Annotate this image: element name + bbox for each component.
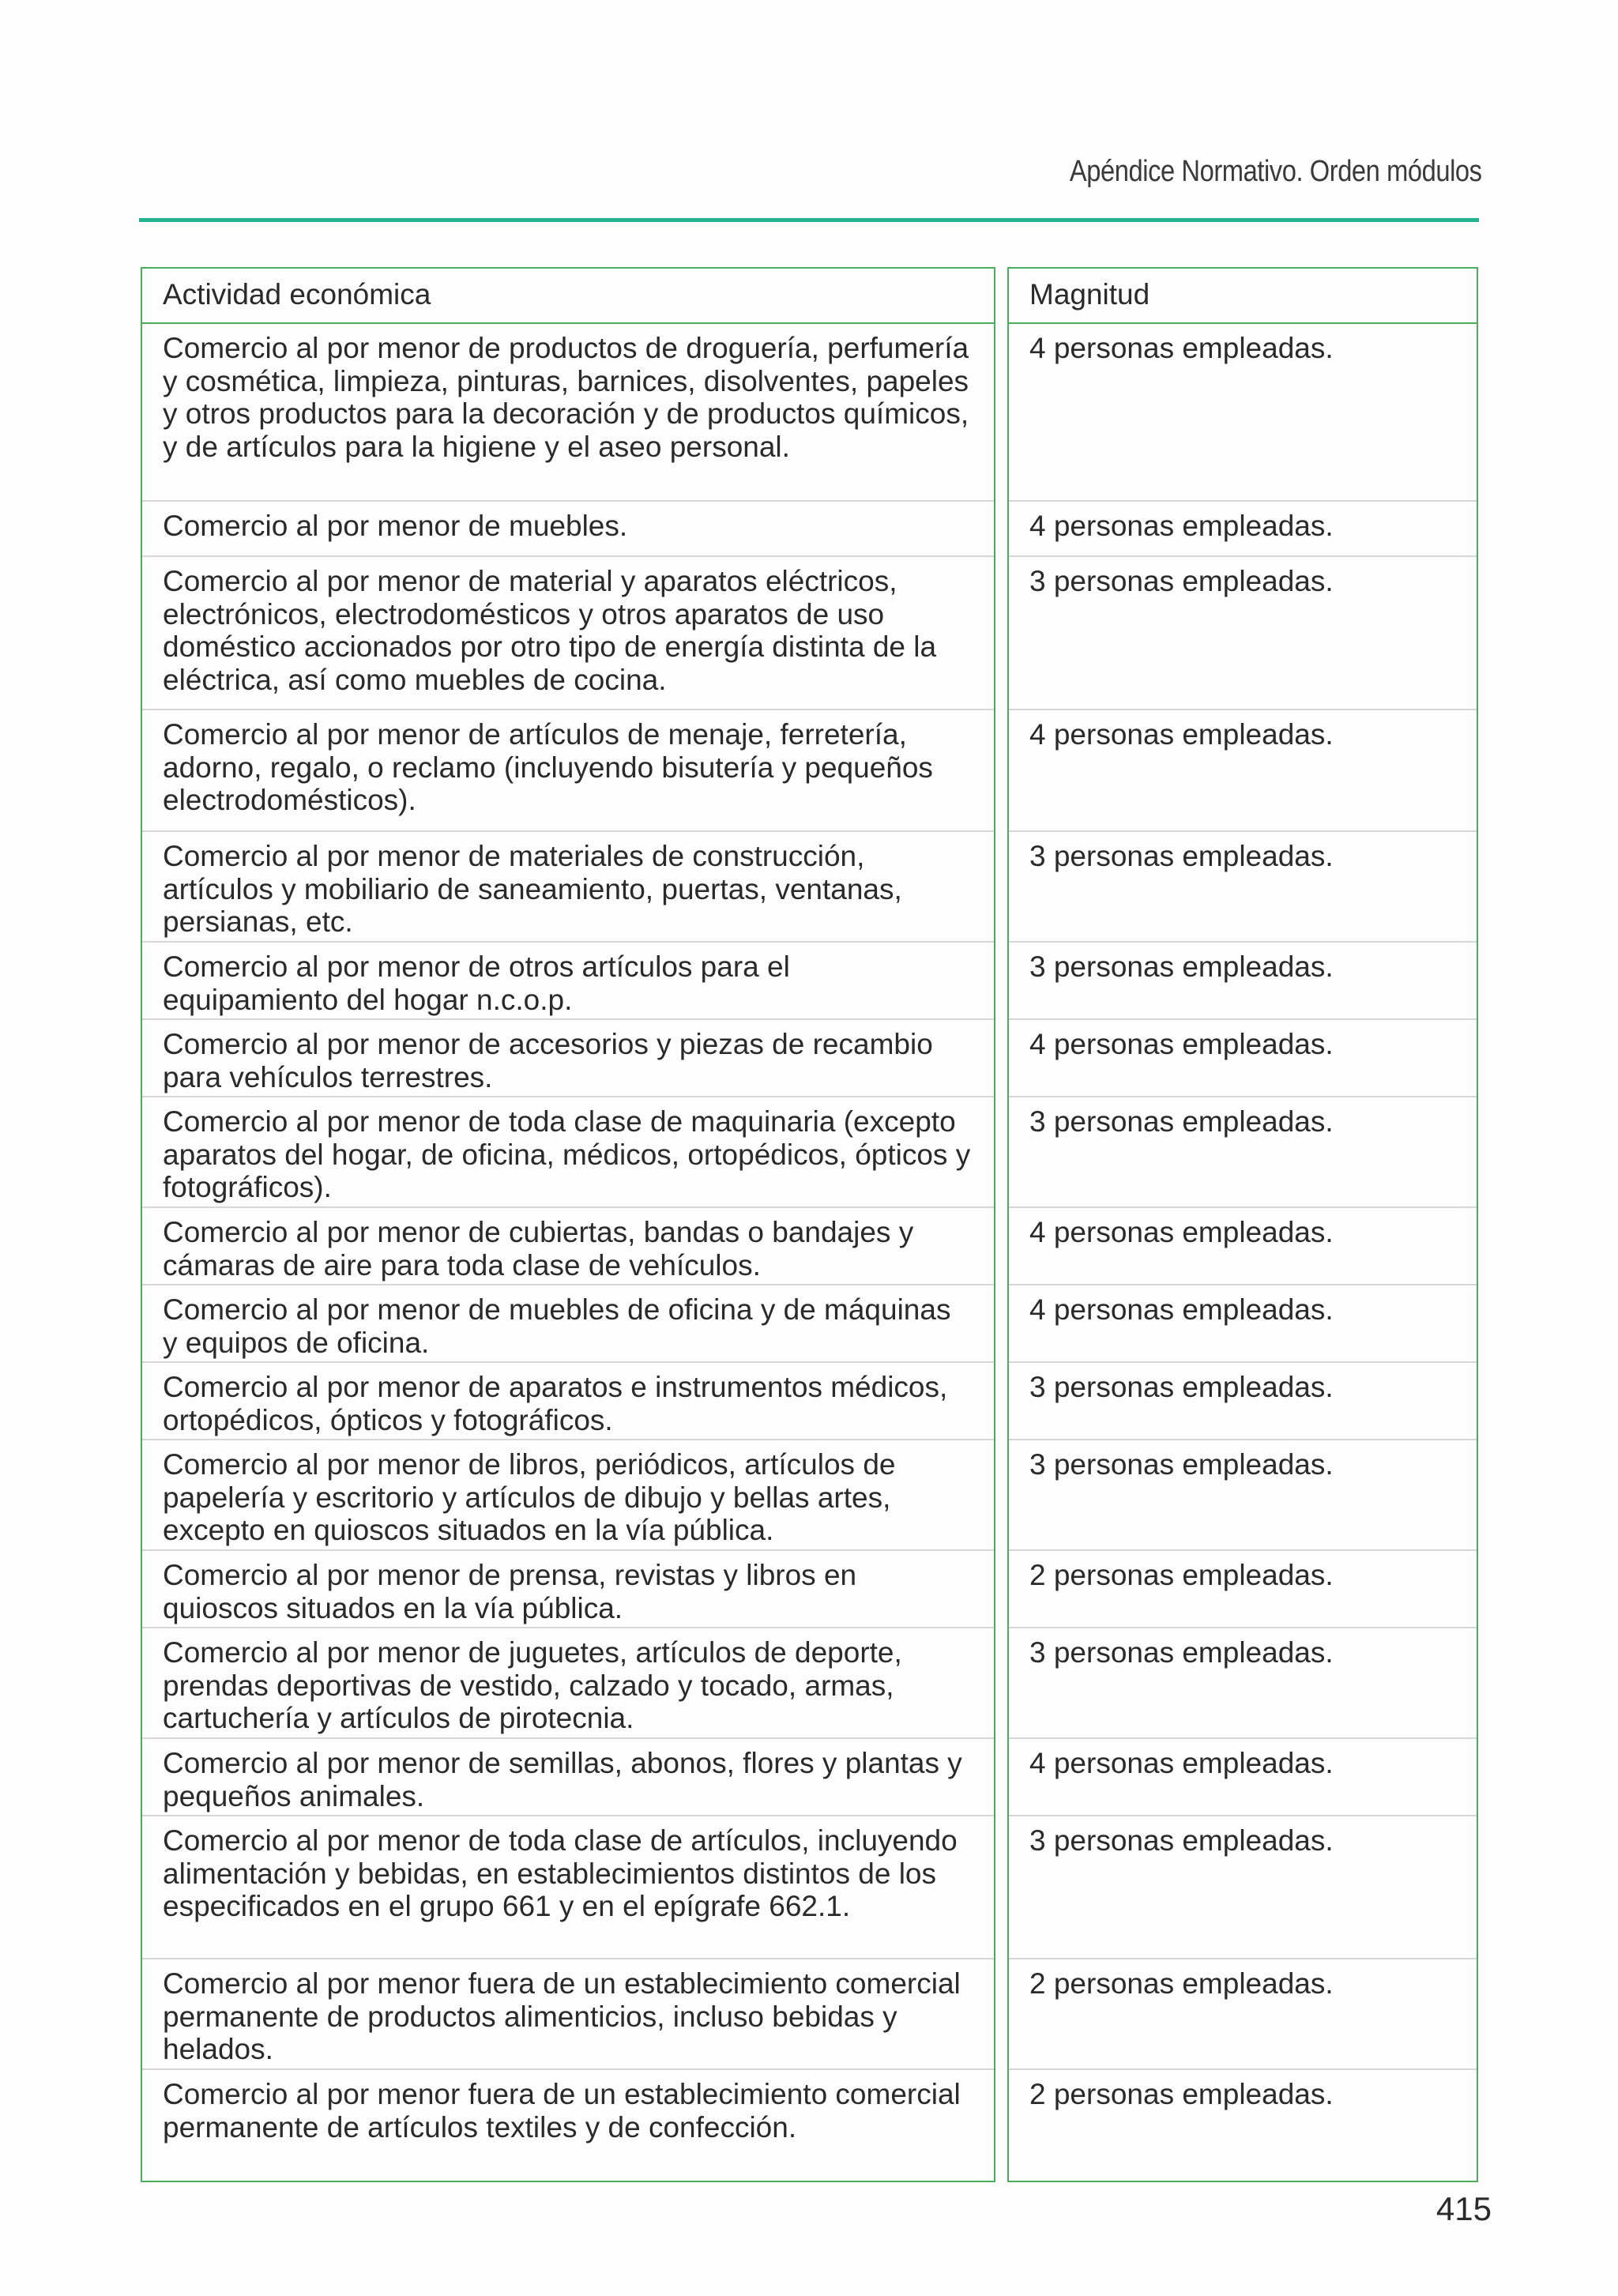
magnitude-cell: 3 personas empleadas.	[1009, 1363, 1477, 1440]
column-header-magnitude: Magnitud	[1009, 269, 1477, 324]
activity-cell: Comercio al por menor de muebles de oficina y de máquinas y equipos de oficina.	[142, 1285, 994, 1363]
magnitude-column	[1007, 267, 1478, 2182]
activity-cell: Comercio al por menor de libros, periódicos, artículos de papelería y escritorio y artículos de dibujo y bellas artes, excepto en quioscos situados en la vía pública.	[142, 1440, 994, 1551]
magnitude-cell: 2 personas empleadas.	[1029, 2078, 1334, 2110]
activity-cell: Comercio al por menor de semillas, abonos, flores y plantas y pequeños animales.	[142, 1739, 994, 1816]
magnitude-cell: 3 personas empleadas.	[1009, 1440, 1477, 1551]
activity-cell: Comercio al por menor de material y aparatos eléctricos, electrónicos, electrodomésticos y otros aparatos de uso doméstico accionados por otro tipo de energía distinta de la eléctrica, así como muebles de cocina.	[142, 557, 994, 710]
magnitude-cell: 2 personas empleadas.	[1009, 1959, 1477, 2070]
magnitude-cell: 4 personas empleadas.	[1009, 1285, 1477, 1363]
activity-cell: Comercio al por menor de materiales de construcción, artículos y mobiliario de saneamiento, puertas, ventanas, persianas, etc.	[142, 832, 994, 943]
column-header-activity: Actividad económica	[142, 269, 994, 324]
magnitude-cell: 4 personas empleadas.	[1009, 1739, 1477, 1816]
activity-cell: Comercio al por menor fuera de un establecimiento comercial permanente de productos alimenticios, incluso bebidas y helados.	[142, 1959, 994, 2070]
activity-cell: Comercio al por menor de cubiertas, bandas o bandajes y cámaras de aire para toda clase de vehículos.	[142, 1208, 994, 1285]
activity-cell: Comercio al por menor de artículos de menaje, ferretería, adorno, regalo, o reclamo (incluyendo bisutería y pequeños electrodomésticos).	[142, 710, 994, 832]
activity-cell: Comercio al por menor de otros artículos para el equipamiento del hogar n.c.o.p.	[142, 943, 994, 1020]
activity-cell: Comercio al por menor de aparatos e instrumentos médicos, ortopédicos, ópticos y fotográficos.	[142, 1363, 994, 1440]
magnitude-cell: 3 personas empleadas.	[1009, 943, 1477, 1020]
activity-cell: Comercio al por menor de toda clase de artículos, incluyendo alimentación y bebidas, en establecimientos distintos de los especificados en el grupo 661 y en el epígrafe 662.1.	[142, 1816, 994, 1959]
magnitude-cell: 4 personas empleadas.	[1009, 1020, 1477, 1097]
activity-cell: Comercio al por menor de toda clase de maquinaria (excepto aparatos del hogar, de oficina, médicos, ortopédicos, ópticos y fotográficos).	[142, 1097, 994, 1208]
magnitude-cell: 3 personas empleadas.	[1009, 1097, 1477, 1208]
activity-column	[141, 267, 995, 2182]
magnitude-cell: 3 personas empleadas.	[1009, 1628, 1477, 1739]
magnitude-cell: 4 personas empleadas.	[1009, 710, 1477, 832]
magnitude-cell: 3 personas empleadas.	[1009, 557, 1477, 710]
header-divider	[139, 218, 1479, 222]
header-title: Apéndice Normativo. Orden módulos	[1070, 155, 1482, 188]
page-number: 415	[1436, 2190, 1492, 2227]
activity-cell: Comercio al por menor de accesorios y piezas de recambio para vehículos terrestres.	[142, 1020, 994, 1097]
activity-cell: Comercio al por menor de muebles.	[142, 502, 994, 557]
activity-cell: Comercio al por menor de juguetes, artículos de deporte, prendas deportivas de vestido, calzado y tocado, armas, cartuchería y artículos de pirotecnia.	[142, 1628, 994, 1739]
magnitude-cell: 3 personas empleadas.	[1009, 1816, 1477, 1959]
activity-cell: Comercio al por menor de productos de droguería, perfumería y cosmética, limpieza, pinturas, barnices, disolventes, papeles y otros productos para la decoración y de productos químicos, y de artículos para la higiene y el aseo personal.	[142, 324, 994, 502]
magnitude-cell: 2 personas empleadas.	[1009, 1551, 1477, 1628]
activity-cell: Comercio al por menor de prensa, revistas y libros en quioscos situados en la vía pública.	[142, 1551, 994, 1628]
activity-cell: Comercio al por menor fuera de un establecimiento comercial permanente de artículos textiles y de confección.	[163, 2078, 961, 2144]
magnitude-cell: 4 personas empleadas.	[1009, 502, 1477, 557]
magnitude-cell: 4 personas empleadas.	[1009, 1208, 1477, 1285]
magnitude-cell: 4 personas empleadas.	[1009, 324, 1477, 502]
magnitude-cell: 3 personas empleadas.	[1009, 832, 1477, 943]
